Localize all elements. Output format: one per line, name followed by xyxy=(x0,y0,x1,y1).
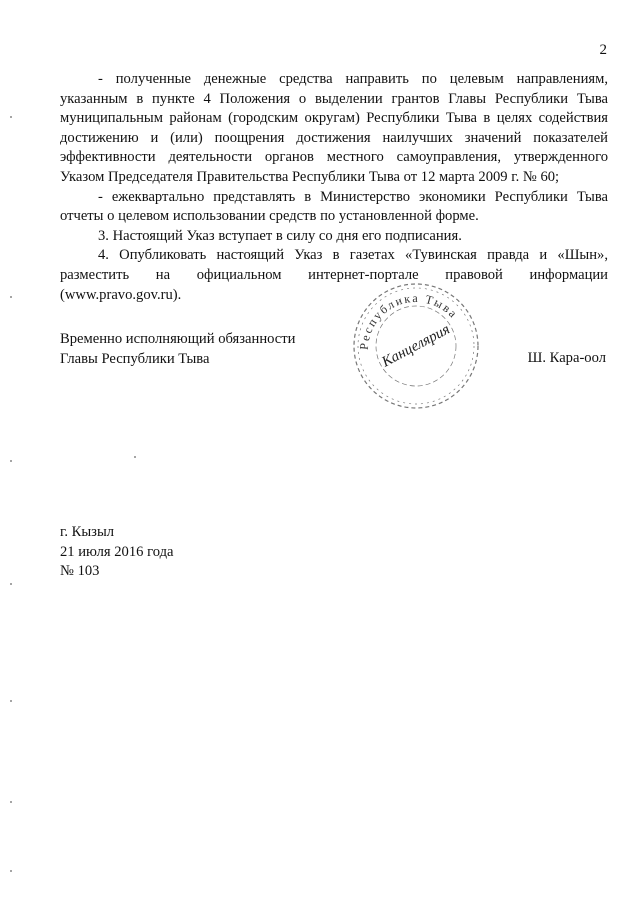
scan-speck xyxy=(10,460,12,462)
decree-footer xyxy=(60,523,173,582)
page-number: 2 xyxy=(599,42,607,58)
decree-date: 21 июля 2016 года xyxy=(60,543,174,560)
scan-speck xyxy=(10,583,12,585)
stamp-center-text: Канцелярия xyxy=(379,321,453,371)
office-stamp xyxy=(348,278,484,414)
signatory-name: Ш. Кара-оол xyxy=(527,350,606,366)
scan-speck xyxy=(10,296,12,298)
scan-speck xyxy=(134,456,136,458)
decree-body xyxy=(60,70,608,305)
signatory-title-line2: Главы Республики Тыва xyxy=(60,350,210,367)
scan-speck xyxy=(10,700,12,702)
paragraph-quarterly-reports: - ежеквартально представлять в Министерство экономики Республики Тыва отчеты о целевом использовании средств по установленной форме. xyxy=(60,188,608,225)
paragraph-publication: 4. Опубликовать настоящий Указ в газетах «Тувинская правда и «Шын», разместить на официальном интернет-портале правовой информации (www.pravo.gov.ru). xyxy=(60,247,608,303)
stamp-ring-text: Республика Тыва xyxy=(356,290,462,351)
paragraph-effective-date: 3. Настоящий Указ вступает в силу со дня его подписания. xyxy=(98,227,462,244)
paragraph-funds-direction: - полученные денежные средства направить по целевым направлениям, указанным в пункте 4 Положения о выделении грантов Главы Республики Тыва муниципальным районам (городским округам) Республики Тыва в целях содействия достижению и (или) поощрения достижения наилучших значений показателей эффективности деятельности органов местного самоуправления, утвержденного Указом Председателя Правительства Республики Тыва от 12 марта 2009 г. № 60; xyxy=(60,71,608,185)
scan-speck xyxy=(10,801,12,803)
scan-speck xyxy=(10,870,12,872)
decree-city: г. Кызыл xyxy=(60,524,115,540)
scan-speck xyxy=(10,116,12,118)
signatory-title-line1: Временно исполняющий обязанности xyxy=(60,331,296,347)
decree-number: № 103 xyxy=(60,563,100,580)
signatory-title xyxy=(60,330,295,369)
